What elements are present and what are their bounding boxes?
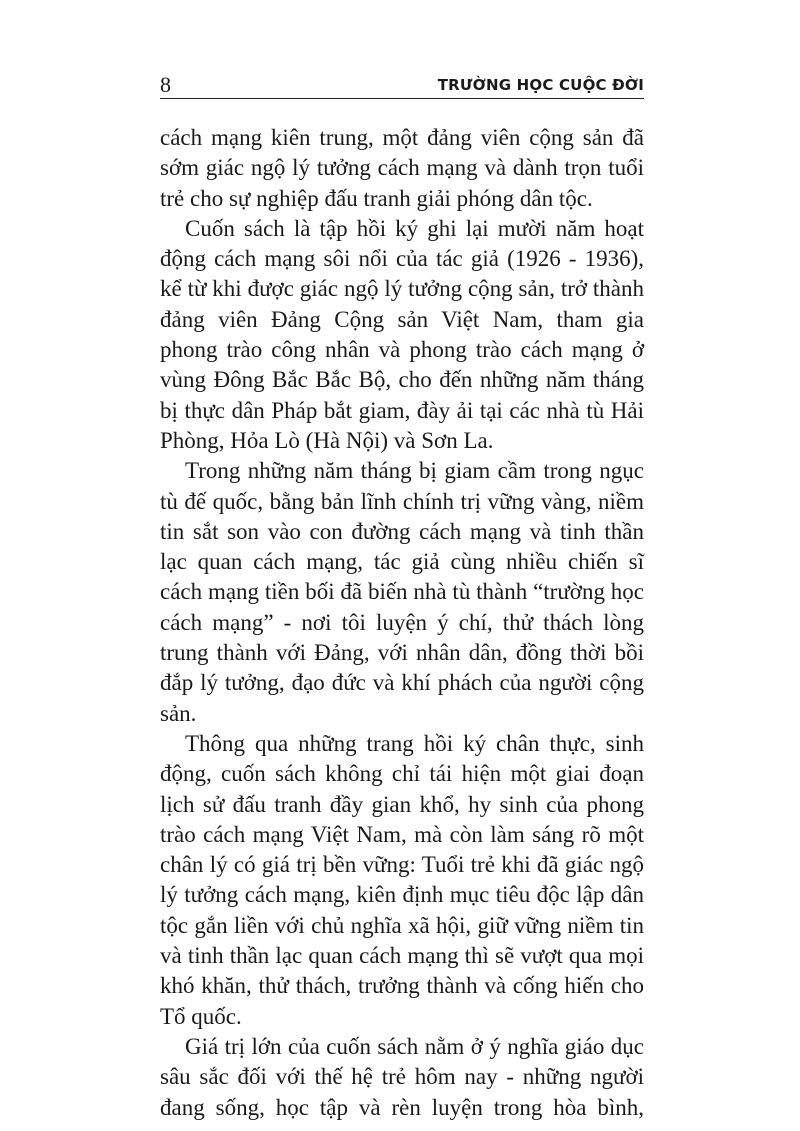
page-header <box>160 70 644 99</box>
paragraph-book-overview: Cuốn sách là tập hồi ký ghi lại mười năm hoạt động cách mạng sôi nổi của tác giả (1926 - 1936), kể từ khi được giác ngộ lý tưởng cộng sản, trở thành đảng viên Đảng Cộng sản Việt Nam, tham gia phong trào công nhân và phong trào cách mạng ở vùng Đông Bắc Bắc Bộ, cho đến những năm tháng bị thực dân Pháp bắt giam, đày ải tại các nhà tù Hải Phòng, Hỏa Lò (Hà Nội) và Sơn La. <box>160 215 644 453</box>
paragraph-prison-years: Trong những năm tháng bị giam cầm trong ngục tù đế quốc, bằng bản lĩnh chính trị vững vàng, niềm tin sắt son vào con đường cách mạng và tinh thần lạc quan cách mạng, tác giả cùng nhiều chiến sĩ cách mạng tiền bối đã biến nhà tù thành “trường học cách mạng” - nơi tôi luyện ý chí, thử thách lòng trung thành với Đảng, với nhân dân, đồng thời bồi đắp lý tưởng, đạo đức và khí phách của người cộng sản. <box>160 458 644 726</box>
running-title: TRƯỜNG HỌC CUỘC ĐỜI <box>437 76 644 94</box>
paragraph-educational-value: Giá trị lớn của cuốn sách nằm ở ý nghĩa giáo dục sâu sắc đối với thế hệ trẻ hôm nay - những người đang sống, học tập và rèn luyện trong hòa bình, <box>160 1033 644 1120</box>
body-text <box>160 123 644 1123</box>
paragraph-continuation: cách mạng kiên trung, một đảng viên cộng sản đã sớm giác ngộ lý tưởng cách mạng và dành trọn tuổi trẻ cho sự nghiệp đấu tranh giải phóng dân tộc. <box>160 125 644 211</box>
paragraph-memoir-value: Thông qua những trang hồi ký chân thực, sinh động, cuốn sách không chỉ tái hiện một giai đoạn lịch sử đấu tranh đầy gian khổ, hy sinh của phong trào cách mạng Việt Nam, mà còn làm sáng rõ một chân lý có giá trị bền vững: Tuổi trẻ khi đã giác ngộ lý tưởng cách mạng, kiên định mục tiêu độc lập dân tộc gắn liền với chủ nghĩa xã hội, giữ vững niềm tin và tinh thần lạc quan cách mạng thì sẽ vượt qua mọi khó khăn, thử thách, trưởng thành và cống hiến cho Tổ quốc. <box>160 730 644 1029</box>
page-number: 8 <box>160 72 171 97</box>
